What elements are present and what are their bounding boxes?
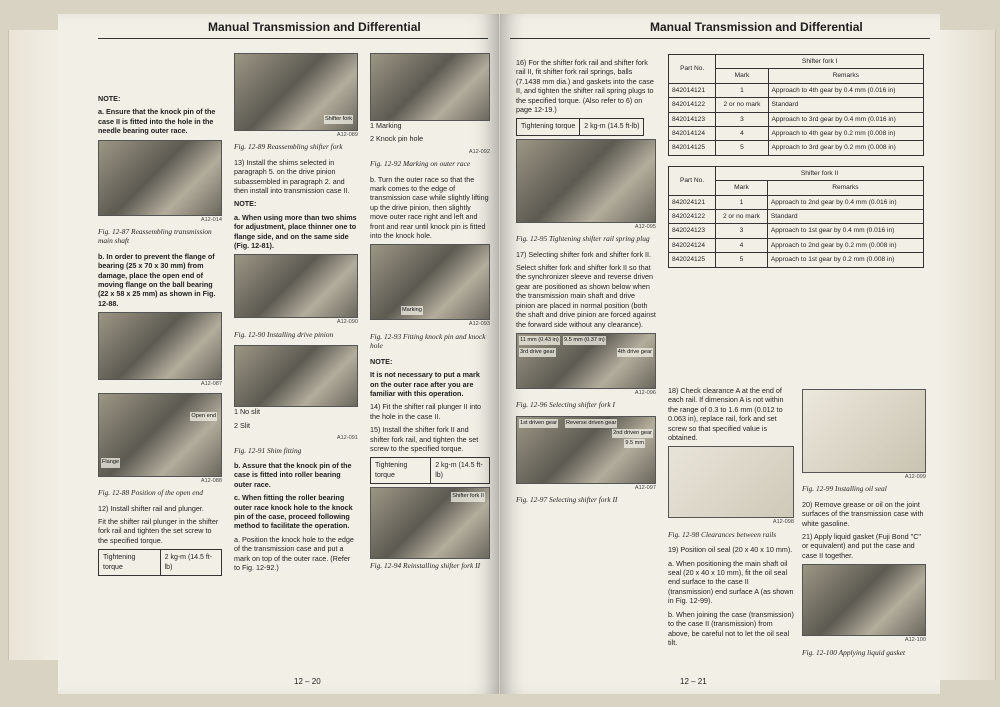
figure-12-95 [516, 139, 656, 223]
note-text: b. Assure that the knock pin of the case is fitted into roller bearing outer race. [234, 460, 352, 489]
figure-legend: 1 No slit [234, 407, 260, 417]
table-cell-part: 842024124 [669, 238, 716, 252]
figure-12-89 [234, 53, 358, 131]
note-title: NOTE: [370, 356, 393, 366]
torque-table [98, 549, 222, 576]
table-cell-mark: 5 [716, 253, 768, 267]
header-rule [510, 38, 930, 39]
right-column-1 [516, 58, 656, 511]
table-row [669, 253, 924, 267]
table-row [669, 238, 924, 252]
torque-table [516, 118, 644, 135]
table-cell-part: 842024125 [669, 253, 716, 267]
figure-code: A12-092 [468, 148, 490, 155]
shifter-fork-tables [668, 54, 924, 268]
step-text: 18) Check clearance A at the end of each rail. If dimension A is not within the range of 0.3 to 1.6 mm (0.012 to 0.063 in), replace rail, fork and set screw so that specified value is obtained. [668, 386, 784, 443]
table-header: Shifter fork II [716, 166, 924, 180]
table-cell-remarks: Approach to 1st gear by 0.2 mm (0.008 in) [767, 253, 923, 267]
figure-code: A12-099 [904, 474, 926, 480]
note-title: NOTE: [234, 199, 257, 209]
table-row [669, 195, 924, 209]
table-header: Remarks [768, 69, 923, 83]
figure-label: 3rd drive gear [519, 348, 556, 357]
figure-12-87 [98, 140, 222, 216]
figure-12-92 [370, 53, 490, 121]
figure-label: Open end [190, 412, 217, 421]
figure-12-99 [802, 389, 926, 473]
table-header: Mark [716, 69, 768, 83]
figure-caption: Fig. 12-96 Selecting shifter fork I [516, 400, 615, 410]
figure-legend: 2 Knock pin hole [370, 134, 424, 144]
shifter-fork-2-table [668, 166, 924, 268]
table-cell-mark: 2 or no mark [716, 98, 768, 112]
step-text: a. When positioning the main shaft oil seal (20 x 40 x 10 mm), fit the oil seal end surface to the case II (transmission) end surface A (as shown in Fig. 12-99). [668, 558, 794, 606]
table-cell-remarks: Standard [767, 210, 923, 224]
table-row [669, 98, 924, 112]
page-number: 12 – 21 [680, 677, 707, 686]
figure-code: A12-098 [772, 519, 794, 526]
figure-label: 4th drive gear [617, 348, 653, 357]
shifter-fork-1-table [668, 54, 924, 156]
figure-12-97 [516, 416, 656, 484]
table-cell-mark: 5 [716, 141, 768, 155]
table-row [669, 127, 924, 141]
page-stack-right [935, 30, 996, 680]
figure-12-94 [370, 487, 490, 559]
figure-label: 9.5 mm (0.37 in) [563, 336, 606, 345]
table-body [669, 195, 924, 267]
figure-caption: Fig. 12-99 Installing oil seal [802, 484, 887, 494]
figure-12-96 [516, 333, 656, 389]
figure-code: A12-089 [336, 132, 358, 138]
figure-caption: Fig. 12-87 Reassembling transmission main shaft [98, 227, 212, 246]
step-text: 19) Position oil seal (20 x 40 x 10 mm). [668, 545, 793, 555]
right-column-3 [802, 386, 926, 663]
table-cell-mark: 3 [716, 224, 768, 238]
table-cell-mark: 1 [716, 83, 768, 97]
figure-caption: Fig. 12-93 Fitting knock pin and knock hole [370, 331, 486, 351]
figure-12-100 [802, 564, 926, 636]
figure-12-88a [98, 312, 222, 380]
figure-caption: Fig. 12-88 Position of the open end [98, 488, 203, 498]
torque-label: Tightening torque [517, 119, 580, 135]
table-cell-mark: 1 [716, 195, 768, 209]
figure-caption: Fig. 12-92 Marking on outer race [370, 159, 471, 169]
table-cell-part: 842024121 [669, 195, 716, 209]
table-cell-part: 842024122 [669, 210, 716, 224]
figure-12-91 [234, 345, 358, 407]
figure-caption: Fig. 12-90 Installing drive pinion [234, 329, 334, 339]
figure-code: A12-088 [200, 477, 222, 484]
figure-code: A12-096 [634, 389, 656, 396]
torque-value: 2 kg-m (14.5 ft-lb) [160, 550, 221, 576]
table-row [669, 112, 924, 126]
table-cell-part: 842014124 [669, 127, 716, 141]
table-cell-mark: 2 or no mark [716, 210, 768, 224]
right-column-2 [668, 386, 794, 651]
note-title: NOTE: [98, 94, 121, 103]
torque-value: 2 kg-m (14.5 ft-lb) [431, 458, 490, 484]
figure-caption: Fig. 12-94 Reinstalling shifter fork II [370, 561, 481, 571]
table-cell-remarks: Approach to 3rd gear by 0.2 mm (0.008 in) [768, 141, 923, 155]
note-text: a. When using more than two shims for adjustment, place thinner one to flange side, and on the same side (Fig. 12-81). [234, 212, 357, 251]
table-row [669, 224, 924, 238]
step-text: 13) Install the shims selected in paragraph 5. on the drive pinion subassembled in paragraph 2. and then install into transmission case II. [234, 157, 350, 196]
figure-code: A12-093 [468, 321, 490, 328]
table-cell-remarks: Approach to 2nd gear by 0.2 mm (0.008 in) [767, 238, 923, 252]
note-text: a. Ensure that the knock pin of the case II is fitted into the hole in the needle bearing outer race. [98, 107, 216, 136]
note-text: c. When fitting the roller bearing outer race knock hole to the knock pin of the case, proceed following method to facilitate the operation. [234, 493, 353, 531]
figure-code: A12-087 [200, 381, 222, 388]
figure-12-98 [668, 446, 794, 518]
figure-caption: Fig. 12-97 Selecting shifter fork II [516, 495, 618, 505]
left-column-3 [370, 50, 490, 577]
torque-label: Tightening torque [371, 458, 431, 484]
table-cell-remarks: Standard [768, 98, 923, 112]
table-cell-remarks: Approach to 4th gear by 0.2 mm (0.008 in) [768, 127, 923, 141]
step-text: 14) Fit the shifter rail plunger II into the hole in the case II. [370, 402, 482, 421]
note-text: It is not necessary to put a mark on the outer race after you are familiar with this operation. [370, 370, 480, 398]
table-cell-mark: 4 [716, 127, 768, 141]
figure-code: A12-100 [904, 637, 926, 644]
figure-caption: Fig. 12-100 Applying liquid gasket [802, 647, 906, 657]
step-text: 21) Apply liquid gasket (Fuji Bond "C" or equivalent) and put the case and case II together. [802, 532, 921, 560]
table-header: Shifter fork I [716, 55, 924, 69]
step-text: b. When joining the case (transmission) to the case II (transmission) from above, be careful not to let the oil seal tilt. [668, 609, 794, 647]
left-column-2 [234, 50, 358, 576]
table-cell-mark: 4 [716, 238, 768, 252]
figure-label: 2nd driven gear [612, 429, 653, 438]
page-header: Manual Transmission and Differential [208, 20, 421, 34]
figure-label: Flange [101, 458, 120, 467]
torque-value: 2 kg-m (14.5 ft-lb) [580, 119, 644, 135]
table-row [669, 141, 924, 155]
figure-legend: 1 Marking [370, 121, 402, 130]
table-cell-part: 842014123 [669, 112, 716, 126]
step-text: 12) Install shifter rail and plunger. [98, 503, 204, 513]
step-text: Select shifter fork and shifter fork II so that the synchronizer sleeve and reverse driven gear are positioned as shown below when the transmission main shaft and drive pinion are placed in normal position (both the shaft and drive pinion are forced against the forward side without any clearance). [516, 263, 656, 329]
table-header: Part No. [669, 166, 716, 195]
page-number: 12 – 20 [294, 677, 321, 686]
table-header: Remarks [767, 181, 923, 195]
figure-legend: 2 Slit [234, 420, 250, 430]
step-text: 15) Install the shifter fork II and shifter fork rail, and tighten the set screw to the specified torque. [370, 425, 479, 453]
figure-code: A12-095 [634, 223, 656, 230]
figure-label: 11 mm (0.43 in) [519, 336, 560, 345]
table-row [669, 210, 924, 224]
table-cell-part: 842014122 [669, 98, 716, 112]
figure-code: A12-097 [634, 484, 656, 491]
right-page [500, 14, 940, 694]
step-text: 16) For the shifter fork rail and shifter fork rail II, fit shifter fork rail springs, balls (7.1438 mm dia.) and gaskets into the case II, and tighten the shifter rail spring plugs to the specified torque. (Also refer to 6) on page 12-19.) [516, 58, 654, 115]
note-text: b. In order to prevent the flange of bearing (25 x 70 x 30 mm) from damage, place the open end of moving flange on the ball bearing (22 x 58 x 25 mm) as shown in Fig. 12-88. [98, 251, 216, 308]
step-text: Fit the shifter rail plunger in the shifter fork rail and tighten the set screw to the specified torque. [98, 516, 219, 545]
figure-label: Reverse driven gear [565, 419, 617, 428]
torque-table [370, 457, 490, 484]
table-header: Part No. [669, 55, 716, 84]
figure-label: 9.5 mm [624, 439, 645, 448]
figure-12-88 [98, 393, 222, 477]
header-rule [98, 38, 488, 39]
step-text: b. Turn the outer race so that the mark comes to the edge of transmission case while slightly lifting up the drive pinion, then slightly move outer race right and left and front and rear until knock pin is fitted into the knock hole. [370, 174, 489, 241]
step-text: 17) Selecting shifter fork and shifter fork II. [516, 249, 652, 259]
left-column-1 [98, 94, 222, 576]
figure-label: Shifter fork [324, 115, 353, 124]
figure-label: 1st driven gear [519, 419, 558, 428]
table-cell-mark: 3 [716, 112, 768, 126]
figure-label: Shifter fork II [451, 492, 485, 501]
figure-caption: Fig. 12-89 Reassembling shifter fork [234, 142, 343, 152]
table-cell-part: 842014121 [669, 83, 716, 97]
table-cell-remarks: Approach to 3rd gear by 0.4 mm (0.016 in) [768, 112, 923, 126]
torque-label: Tightening torque [99, 550, 161, 576]
step-text: a. Position the knock hole to the edge of the transmission case and put a mark on top of the outer race. (Refer to Fig. 12-92.) [234, 534, 354, 572]
figure-caption: Fig. 12-91 Shim fitting [234, 445, 302, 455]
table-cell-remarks: Approach to 4th gear by 0.4 mm (0.016 in) [768, 83, 923, 97]
table-cell-part: 842024123 [669, 224, 716, 238]
figure-code: A12-014 [200, 216, 222, 223]
table-row [669, 83, 924, 97]
page-header: Manual Transmission and Differential [650, 20, 863, 34]
figure-code: A12-090 [336, 319, 358, 326]
figure-12-90 [234, 254, 358, 318]
left-page [58, 14, 499, 694]
figure-label: Marking [401, 306, 423, 315]
table-cell-part: 842014125 [669, 141, 716, 155]
table-cell-remarks: Approach to 1st gear by 0.4 mm (0.016 in) [767, 224, 923, 238]
figure-code: A12-091 [336, 435, 358, 442]
table-cell-remarks: Approach to 2nd gear by 0.4 mm (0.016 in) [767, 195, 923, 209]
table-body [669, 83, 924, 155]
figure-caption: Fig. 12-95 Tightening shifter rail spring plug [516, 234, 650, 244]
step-text: 20) Remove grease or oil on the joint surfaces of the transmission case with white gasoline. [802, 499, 924, 528]
figure-12-93 [370, 244, 490, 320]
figure-caption: Fig. 12-98 Clearances between rails [668, 529, 777, 539]
table-header: Mark [716, 181, 768, 195]
